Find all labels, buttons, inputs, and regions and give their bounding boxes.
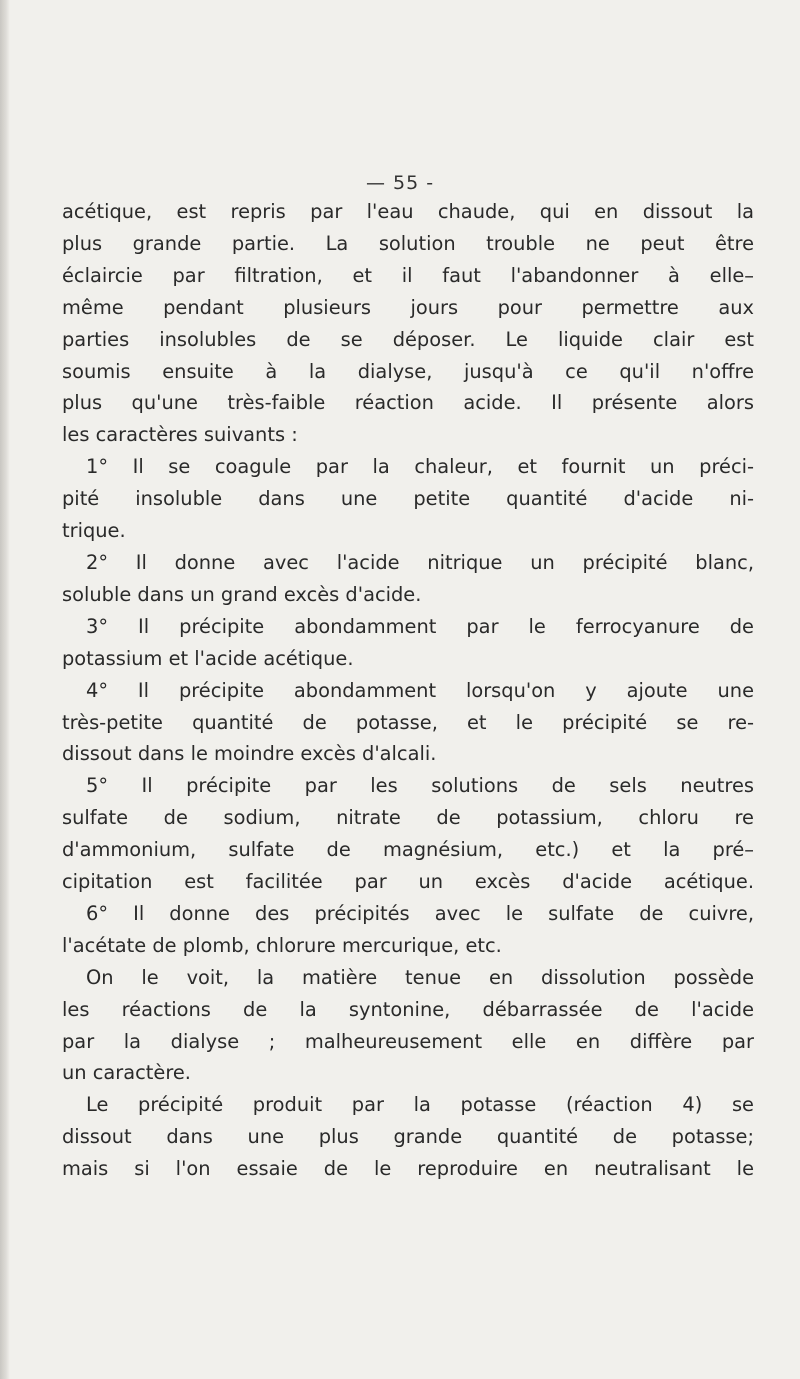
- text-line: 5° Il précipite par les solutions de sels neutres: [86, 774, 754, 798]
- text-line: Le précipité produit par la potasse (réaction 4) se: [86, 1093, 754, 1117]
- text-line: sulfate de sodium, nitrate de potassium, chloru re: [62, 806, 754, 830]
- text-line: 1° Il se coagule par la chaleur, et fournit un préci-: [86, 455, 754, 479]
- text-line: dissout dans une plus grande quantité de potasse;: [62, 1125, 754, 1149]
- text-line: On le voit, la matière tenue en dissolution possède: [86, 965, 754, 989]
- text-line: d'ammonium, sulfate de magnésium, etc.) et la pré–: [62, 838, 754, 862]
- text-line: plus qu'une très-faible réaction acide. Il présente alors: [62, 391, 754, 415]
- text-line: dissout dans le moindre excès d'alcali.: [62, 742, 437, 766]
- text-line: l'acétate de plomb, chlorure mercurique, etc.: [62, 933, 502, 957]
- body-text: [62, 196, 754, 1185]
- text-line: mais si l'on essaie de le reproduire en neutralisant le: [62, 1157, 754, 1181]
- text-line: soumis ensuite à la dialyse, jusqu'à ce qu'il n'offre: [62, 359, 754, 383]
- page-number: — 55 -: [365, 172, 435, 194]
- text-line: trique.: [62, 519, 126, 543]
- text-line: 6° Il donne des précipités avec le sulfate de cuivre,: [86, 901, 754, 925]
- text-line: potassium et l'acide acétique.: [62, 646, 354, 670]
- text-line: par la dialyse ; malheureusement elle en diffère par: [62, 1029, 754, 1053]
- text-line: 4° Il précipite abondamment lorsqu'on y ajoute une: [86, 678, 754, 702]
- text-line: très-petite quantité de potasse, et le précipité se re-: [62, 710, 754, 734]
- text-line: éclaircie par filtration, et il faut l'abandonner à elle–: [62, 263, 754, 287]
- page-binding-edge: [0, 0, 10, 1379]
- text-line: 3° Il précipite abondamment par le ferrocyanure de: [86, 614, 754, 638]
- text-line: les caractères suivants :: [62, 423, 298, 447]
- text-line: pité insoluble dans une petite quantité d'acide ni-: [62, 487, 754, 511]
- text-line: plus grande partie. La solution trouble ne peut être: [62, 231, 754, 255]
- text-line: soluble dans un grand excès d'acide.: [62, 582, 422, 606]
- text-line: parties insolubles de se déposer. Le liquide clair est: [62, 327, 754, 351]
- text-line: acétique, est repris par l'eau chaude, qui en dissout la: [62, 200, 754, 223]
- text-line: un caractère.: [62, 1061, 191, 1085]
- text-line: les réactions de la syntonine, débarrassée de l'acide: [62, 997, 754, 1021]
- text-line: 2° Il donne avec l'acide nitrique un précipité blanc,: [86, 550, 754, 574]
- text-line: cipitation est facilitée par un excès d'acide acétique.: [62, 870, 754, 894]
- text-line: même pendant plusieurs jours pour permettre aux: [62, 295, 754, 319]
